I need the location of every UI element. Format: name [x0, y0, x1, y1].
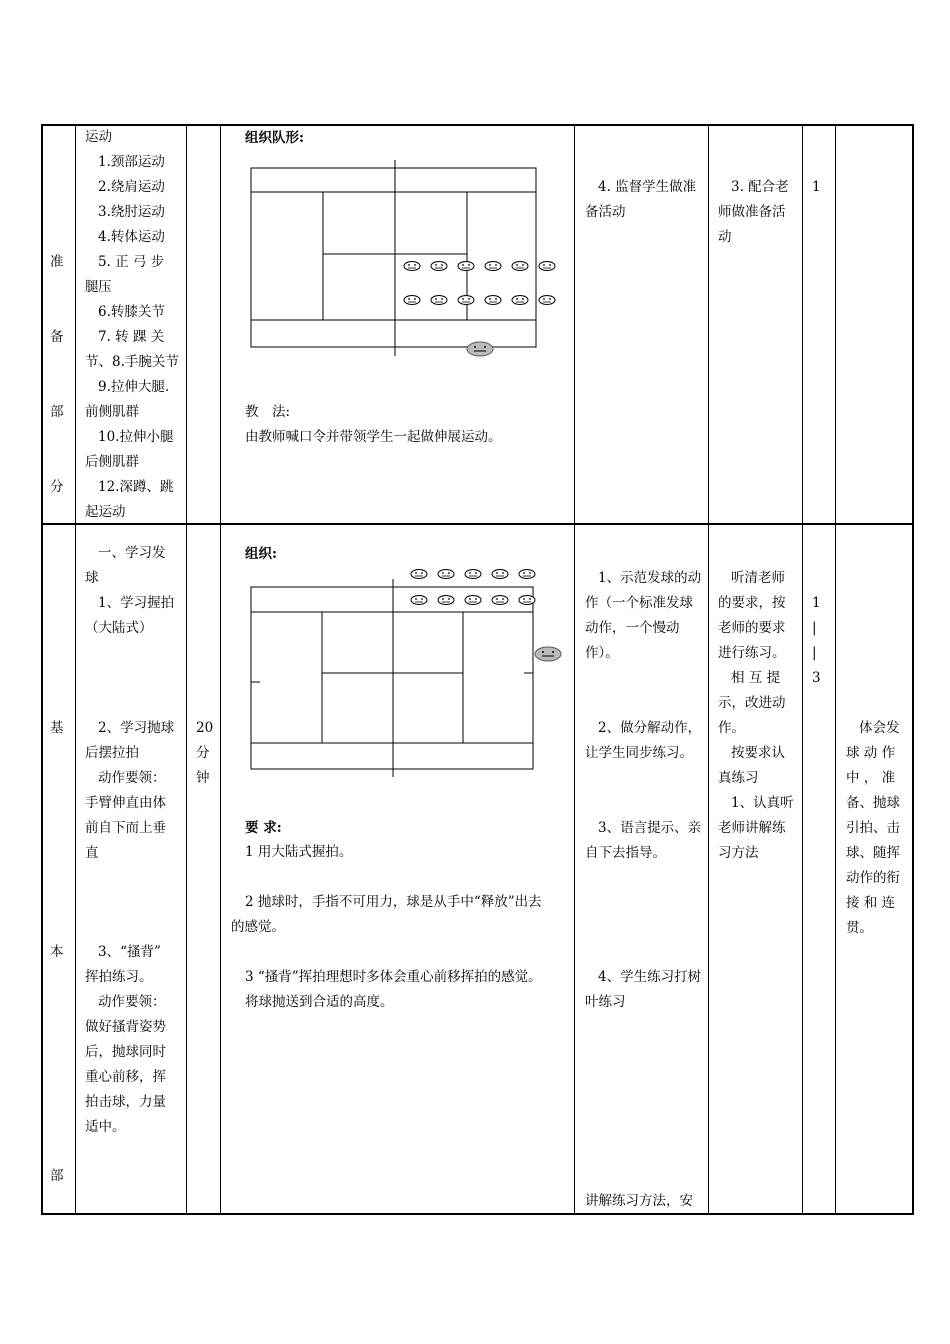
basic-formation-diagram: [245, 565, 585, 780]
content-line: 挥拍练习。: [85, 969, 153, 985]
student-face-icon: [458, 296, 474, 305]
col-divider: [186, 124, 187, 1215]
prep-method-text: 由教师喊口令并带领学生一起做伸展运动。: [245, 429, 502, 445]
student-face-icon: [512, 296, 528, 305]
basic-section-char: 本: [50, 944, 64, 960]
student-face-icon: [485, 296, 501, 305]
content-line: 10.拉伸小腿: [98, 429, 174, 445]
count-line: |: [812, 645, 817, 661]
tennis-court: [251, 160, 536, 356]
student-line: 进行练习。: [718, 645, 786, 661]
basic-requirement: 的感觉。: [231, 919, 285, 935]
basic-section-char: 基: [50, 720, 64, 736]
basic-teacher-block: [585, 716, 702, 766]
basic-student-activity: [718, 566, 796, 866]
content-line: 后，抛球同时: [85, 1044, 166, 1060]
table-right-border: [912, 124, 914, 1215]
teacher-line: 2、做分解动作，: [598, 720, 702, 736]
student-line: 听清老师: [731, 570, 785, 586]
teacher-line: 备活动: [585, 204, 626, 220]
basic-content-block: [85, 716, 180, 866]
note-line: 引拍、击: [846, 820, 900, 836]
teacher-line: 叶练习: [585, 994, 626, 1010]
content-line: 节、8.手腕关节: [85, 354, 179, 370]
content-line: 手臂伸直由体: [85, 795, 166, 811]
col-divider: [220, 124, 221, 1215]
student-line: 师做准备活: [718, 204, 786, 220]
content-line: 9.拉伸大腿.: [98, 379, 170, 395]
count-line: 3: [812, 670, 821, 686]
student-line: 示，改进动: [718, 695, 786, 711]
table-left-border: [41, 124, 43, 1215]
note-line: 备、抛球: [846, 795, 900, 811]
teacher-line: 动作，一个慢动: [585, 620, 680, 636]
basic-content-block: [85, 541, 180, 641]
content-line: 动作要领：: [98, 994, 166, 1010]
student-line: 作。: [718, 720, 745, 736]
basic-teacher-block: 讲解练习方法，安: [585, 1193, 693, 1209]
time-line: 分: [196, 745, 210, 761]
basic-content-block: [85, 940, 180, 1140]
prep-formation-diagram: [245, 158, 575, 358]
student-face-icon: [519, 570, 535, 579]
content-line: 做好搔背姿势: [85, 1019, 166, 1035]
content-line: 2.绕肩运动: [98, 179, 165, 195]
table-bottom-border: [41, 1213, 914, 1215]
teacher-line: 4. 监督学生做准: [598, 179, 697, 195]
content-line: 适中。: [85, 1119, 126, 1135]
teacher-line: 让学生同步练习。: [585, 745, 693, 761]
content-line: 拍击球，力量: [85, 1094, 166, 1110]
content-line: 2、学习抛球: [98, 720, 175, 736]
student-line: 按要求认: [731, 745, 785, 761]
student-face-icon: [539, 296, 555, 305]
student-face-icon: [411, 570, 427, 579]
student-line: 习方法: [718, 845, 759, 861]
note-line: 体会发: [859, 720, 900, 736]
content-line: 直: [85, 845, 99, 861]
student-face-icon: [492, 570, 508, 579]
time-line: 20: [196, 720, 214, 736]
tennis-court: [251, 579, 533, 777]
content-line: 动作要领：: [98, 770, 166, 786]
prep-method-title: 教 法:: [245, 404, 291, 420]
content-line: 后侧肌群: [85, 454, 139, 470]
basic-teacher-block: [585, 816, 702, 866]
student-face-icon: [492, 596, 508, 605]
teacher-line: 作（一个标准发球: [585, 595, 693, 611]
teacher-face: [467, 342, 493, 356]
student-line: 动: [718, 229, 732, 245]
student-face-icon: [404, 262, 420, 271]
content-line: 前自下而上垂: [85, 820, 166, 836]
count-line: 1: [812, 595, 821, 611]
col-divider: [75, 124, 76, 1215]
teacher-line: 作）。: [585, 645, 619, 661]
student-line: 老师讲解练: [718, 820, 786, 836]
content-line: 起运动: [85, 504, 126, 520]
prep-student-activity: [718, 175, 796, 250]
student-face-icon: [539, 262, 555, 271]
student-line: 的要求，按: [718, 595, 786, 611]
prep-section-char: 部: [50, 404, 64, 420]
content-line: 1.颈部运动: [98, 154, 165, 170]
student-line: 老师的要求: [718, 620, 786, 636]
basic-time: [196, 716, 216, 791]
prep-section-char: 分: [50, 479, 64, 495]
basic-count: [812, 591, 824, 691]
student-line: 相 互 提: [731, 670, 781, 686]
student-face-icon: [512, 262, 528, 271]
basic-teacher-block: [585, 566, 702, 666]
prep-content-list: [85, 125, 180, 525]
prep-teacher-activity: [585, 175, 703, 225]
note-line: 球 动 作: [846, 745, 896, 761]
student-line: 1、认真听: [731, 795, 794, 811]
basic-requirement: 2 抛球时，手指不可用力，球是从手中“释放”出去: [245, 894, 542, 910]
basic-requirement: 将球抛送到合适的高度。: [245, 994, 394, 1010]
content-line: 12.深蹲、跳: [98, 479, 174, 495]
basic-requirement: 1 用大陆式握拍。: [245, 844, 353, 860]
time-line: 钟: [196, 770, 210, 786]
content-line: （大陆式）: [85, 620, 153, 636]
content-line: 1、学习握拍: [98, 595, 175, 611]
basic-requirements-title: 要 求:: [245, 820, 282, 836]
count-line: |: [812, 620, 817, 636]
teacher-line: 3、语言提示、亲: [598, 820, 702, 836]
student-face-icon: [438, 596, 454, 605]
prep-section-char: 备: [50, 329, 64, 345]
content-line: 球: [85, 570, 99, 586]
content-line: 4.转体运动: [98, 229, 165, 245]
note-line: 中 ， 准: [846, 770, 896, 786]
content-line: 前侧肌群: [85, 404, 139, 420]
student-face-icon: [411, 596, 427, 605]
content-line: 腿: [85, 279, 99, 295]
basic-org-title: 组织:: [245, 546, 277, 562]
student-face-icon: [485, 262, 501, 271]
content-line: 6.转膝关节: [98, 304, 165, 320]
teacher-line: 4、学生练习打树: [598, 969, 702, 985]
student-face-icon: [404, 296, 420, 305]
student-face-icon: [431, 262, 447, 271]
prep-count: 1: [812, 179, 821, 195]
teacher-line: 自下去指导。: [585, 845, 666, 861]
prep-section-char: 准: [50, 254, 64, 270]
content-line: 一、学习发: [98, 545, 166, 561]
teacher-line: 1、示范发球的动: [598, 570, 702, 586]
student-face-icon: [465, 570, 481, 579]
student-line: 真练习: [718, 770, 759, 786]
note-line: 接 和 连: [846, 895, 896, 911]
content-line: 重心前移，挥: [85, 1069, 166, 1085]
student-faces: [404, 262, 555, 305]
basic-notes: [846, 716, 906, 941]
content-line: 后摆拉拍: [85, 745, 139, 761]
content-line: 运动: [85, 129, 112, 145]
teacher-face: [535, 647, 561, 661]
basic-requirement: 3 “搔背”挥拍理想时多体会重心前移挥拍的感觉。: [245, 969, 542, 985]
prep-org-title: 组织队形:: [245, 130, 304, 146]
col-divider: [802, 124, 803, 1215]
student-face-icon: [458, 262, 474, 271]
col-divider: [708, 124, 709, 1215]
content-line: 7. 转 踝 关: [98, 329, 165, 345]
content-line: 3、“搔背”: [98, 944, 161, 960]
student-face-icon: [438, 570, 454, 579]
student-line: 3. 配合老: [731, 179, 789, 195]
col-divider: [835, 124, 836, 1215]
basic-teacher-block: [585, 965, 702, 1015]
student-face-icon: [431, 296, 447, 305]
content-line: 3.绕肘运动: [98, 204, 165, 220]
student-face-icon: [465, 596, 481, 605]
note-line: 动作的衔: [846, 870, 900, 886]
basic-section-char: 部: [50, 1168, 64, 1184]
content-line: 5. 正 弓 步 压: [98, 254, 165, 295]
student-face-icon: [519, 596, 535, 605]
note-line: 球、随挥: [846, 845, 900, 861]
note-line: 贯。: [846, 920, 873, 936]
